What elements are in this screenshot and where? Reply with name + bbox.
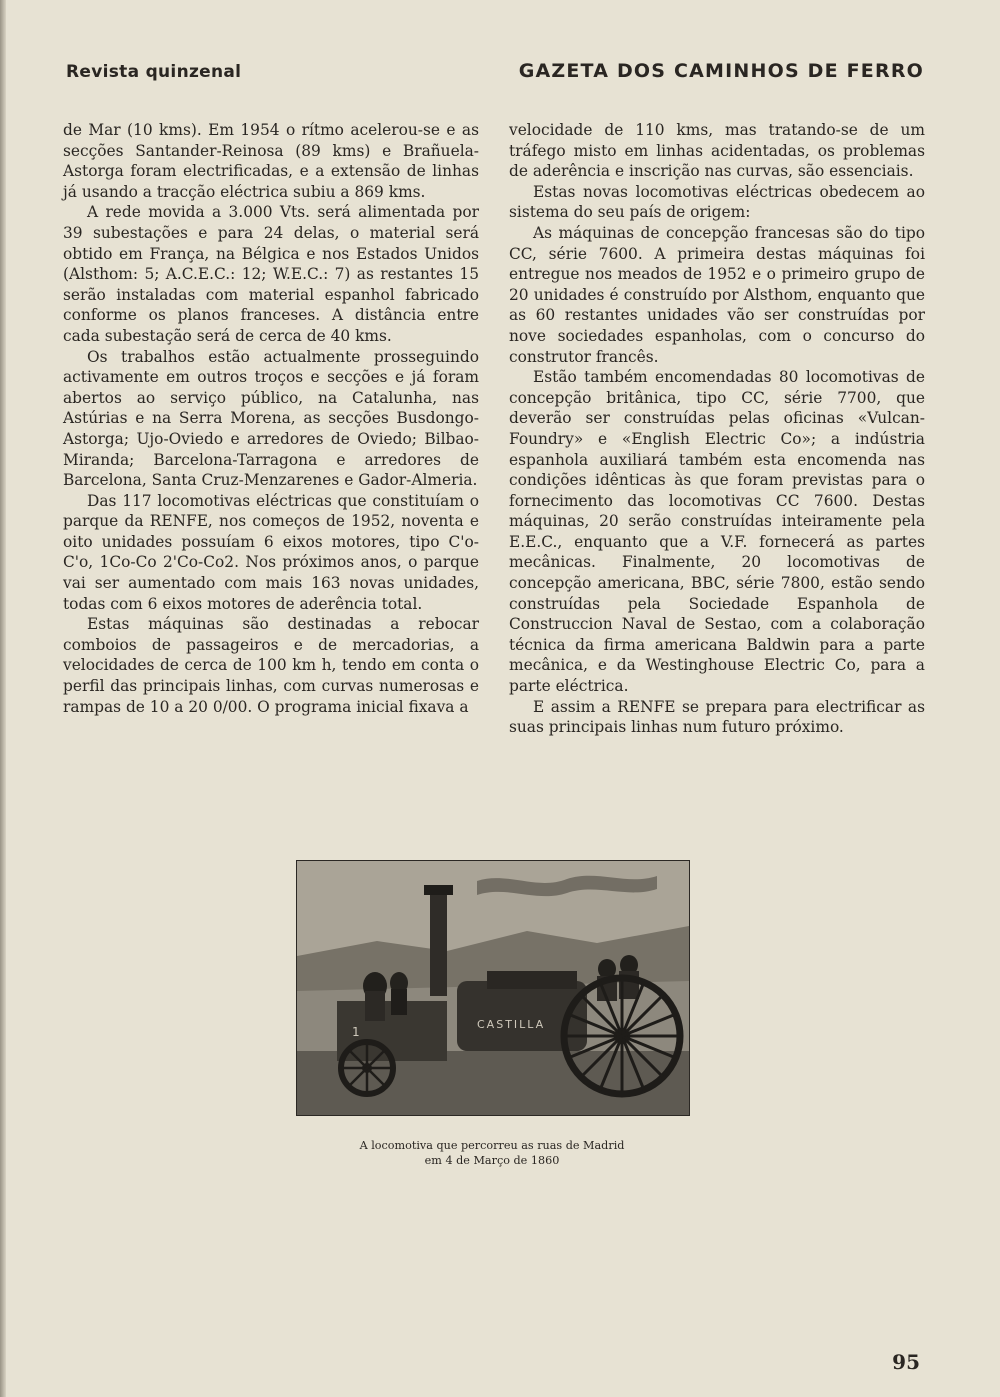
- locomotive-illustration: [297, 861, 689, 1115]
- right-column: [509, 120, 925, 738]
- paragraph: velocidade de 110 kms, mas tratando-se de um tráfego misto em linhas acidentadas, os problemas de aderência e inscrição nas curvas, são essenciais.: [509, 121, 925, 181]
- locomotive-photo: [296, 860, 690, 1116]
- figure-caption: [296, 1138, 688, 1168]
- paragraph: Estas máquinas são destinadas a rebocar comboios de passageiros e de mercadorias, a velocidades de cerca de 100 km h, tendo em conta o perfil das principais linhas, com curvas numerosas e rampas de 10 a 20 0/00. O programa inicial fixava a: [63, 615, 479, 716]
- engine-nameplate: CASTILLA: [477, 1018, 546, 1031]
- paragraph: Estão também encomendadas 80 locomotivas de concepção britânica, tipo CC, série 7700, que deverão ser construídas pelas oficinas «Vulcan-Foundry» e «English Electric Co»; a indústria espanhola auxiliará também esta encomenda nas condições idênticas às que foram previstas para o fornecimento das locomotivas CC 7600. Destas máquinas, 20 serão construídas inteiramente pela E.E.C., enquanto que a V.F. fornecerá as partes mecânicas. Finalmente, 20 locomotivas de concepção americana, BBC, série 7800, estão sendo construídas pela Sociedade Espanhola de Construccion Naval de Sestao, com a colaboração técnica da firma americana Baldwin para a parte mecânica, e da Westinghouse Electric Co, para a parte eléctrica.: [509, 368, 925, 696]
- page-edge: [0, 0, 6, 1397]
- caption-line: em 4 de Março de 1860: [424, 1154, 560, 1167]
- paragraph: As máquinas de concepção francesas são do tipo CC, série 7600. A primeira destas máquinas foi entregue nos meados de 1952 e o primeiro grupo de 20 unidades é construído por Alsthom, enquanto que as 60 restantes unidades vão ser construídas por nove sociedades espanholas, com o concurso do construtor francês.: [509, 223, 925, 366]
- page-number: 95: [892, 1350, 920, 1374]
- caption-line: A locomotiva que percorreu as ruas de Madrid: [359, 1139, 625, 1152]
- engine-number: 1: [352, 1025, 360, 1039]
- paragraph: de Mar (10 kms). Em 1954 o rítmo acelerou-se e as secções Santander-Reinosa (89 kms) e Brañuela-Astorga foram electrificadas, e a extensão de linhas já usando a tracção eléctrica subiu a 869 kms.: [63, 121, 479, 201]
- paragraph: Estas novas locomotivas eléctricas obedecem ao sistema do seu país de origem:: [509, 182, 925, 222]
- left-column: [63, 120, 479, 717]
- paragraph: Das 117 locomotivas eléctricas que constituíam o parque da RENFE, nos começos de 1952, noventa e oito unidades possuíam 6 eixos motores, tipo C'o-C'o, 1Co-Co 2'Co-Co2. Nos próximos anos, o parque vai ser aumentado com mais 163 novas unidades, todas com 6 eixos motores de aderência total.: [63, 491, 479, 613]
- paragraph: E assim a RENFE se prepara para electrificar as suas principais linhas num futuro próximo.: [509, 697, 925, 737]
- running-header-left: Revista quinzenal: [66, 62, 242, 82]
- paragraph: A rede movida a 3.000 Vts. será alimentada por 39 subestações e para 24 delas, o material será obtido em França, na Bélgica e nos Estados Unidos (Alsthom: 5; A.C.E.C.: 12; W.E.C.: 7) as restantes 15 serão instaladas com material espanhol fabricado conforme os planos franceses. A distância entre cada subestação será de cerca de 40 kms.: [63, 203, 479, 345]
- paragraph: Os trabalhos estão actualmente prosseguindo activamente em outros troços e secções e já foram abertos ao serviço público, na Catalunha, nas Astúrias e na Serra Morena, as secções Busdongo-Astorga; Ujo-Oviedo e arredores de Oviedo; Bilbao-Miranda; Barcelona-Tarragona e arredores de Barcelona, Santa Cruz-Menzarenes e Gador-Almeria.: [63, 347, 479, 490]
- running-header-right: GAZETA DOS CAMINHOS DE FERRO: [518, 60, 924, 82]
